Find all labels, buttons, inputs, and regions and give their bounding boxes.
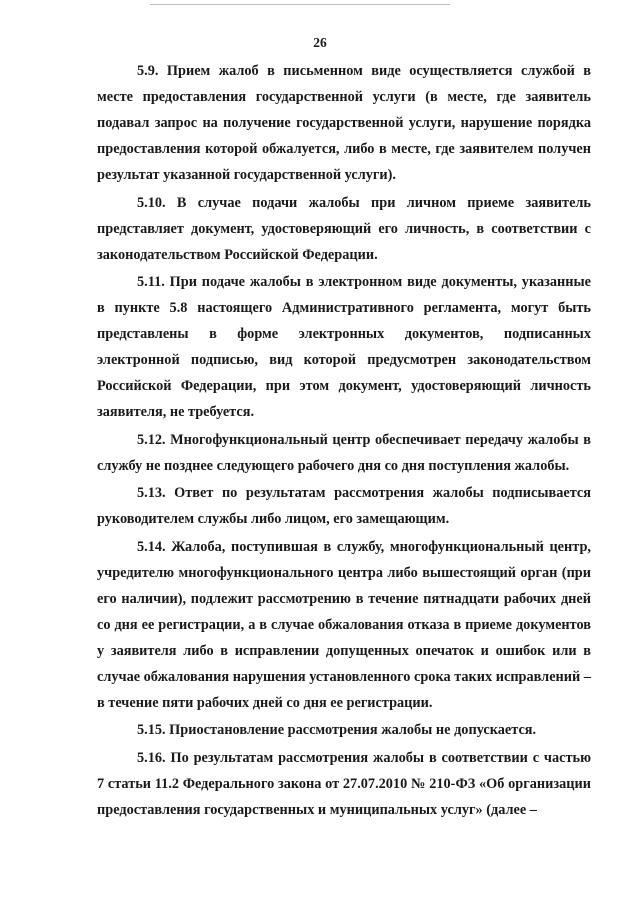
- paragraph-5-14: 5.14. Жалоба, поступившая в службу, многофункциональный центр, учредителю многофункционального центра либо вышестоящий орган (при его наличии), подлежит рассмотрению в течение пятнадцати рабочих дней со дня ее регистрации, а в случае обжалования отказа в приеме документов у заявителя либо в исправлении допущенных опечаток и ошибок или в случае обжалования нарушения установленного срока таких исправлений – в течение пяти рабочих дней со дня ее регистрации.: [97, 538, 591, 711]
- scan-edge-line: [150, 4, 450, 5]
- paragraph-5-10: 5.10. В случае подачи жалобы при личном приеме заявитель представляет документ, удостоверяющий его личность, в соответствии с законодательством Российской Федерации.: [97, 194, 591, 263]
- paragraph-5-9: 5.9. Прием жалоб в письменном виде осуществляется службой в месте предоставления государственной услуги (в месте, где заявитель подавал запрос на получение государственной услуги, нарушение порядка предоставления которой обжалуется, либо в месте, где заявителем получен результат указанной государственной услуги).: [97, 63, 591, 183]
- paragraph-5-11: 5.11. При подаче жалобы в электронном виде документы, указанные в пункте 5.8 настоящего Административного регламента, могут быть представлены в форме электронных документов, подписанных электронной подписью, вид которой предусмотрен законодательством Российской Федерации, при этом документ, удостоверяющий личность заявителя, не требуется.: [97, 274, 591, 420]
- paragraph-5-12: 5.12. Многофункциональный центр обеспечивает передачу жалобы в службу не позднее следующего рабочего дня со дня поступления жалобы.: [97, 431, 591, 474]
- paragraph-5-15: 5.15. Приостановление рассмотрения жалобы не допускается.: [137, 722, 537, 738]
- paragraph-5-13: 5.13. Ответ по результатам рассмотрения жалобы подписывается руководителем службы либо лицом, его замещающим.: [97, 485, 591, 527]
- page-number: 26: [313, 35, 327, 50]
- paragraph-5-16: 5.16. По результатам рассмотрения жалобы в соответствии с частью 7 статьи 11.2 Федерального закона от 27.07.2010 № 210-ФЗ «Об организации предоставления государственных и муниципальных услуг» (далее –: [97, 749, 591, 818]
- document-body: [97, 58, 591, 824]
